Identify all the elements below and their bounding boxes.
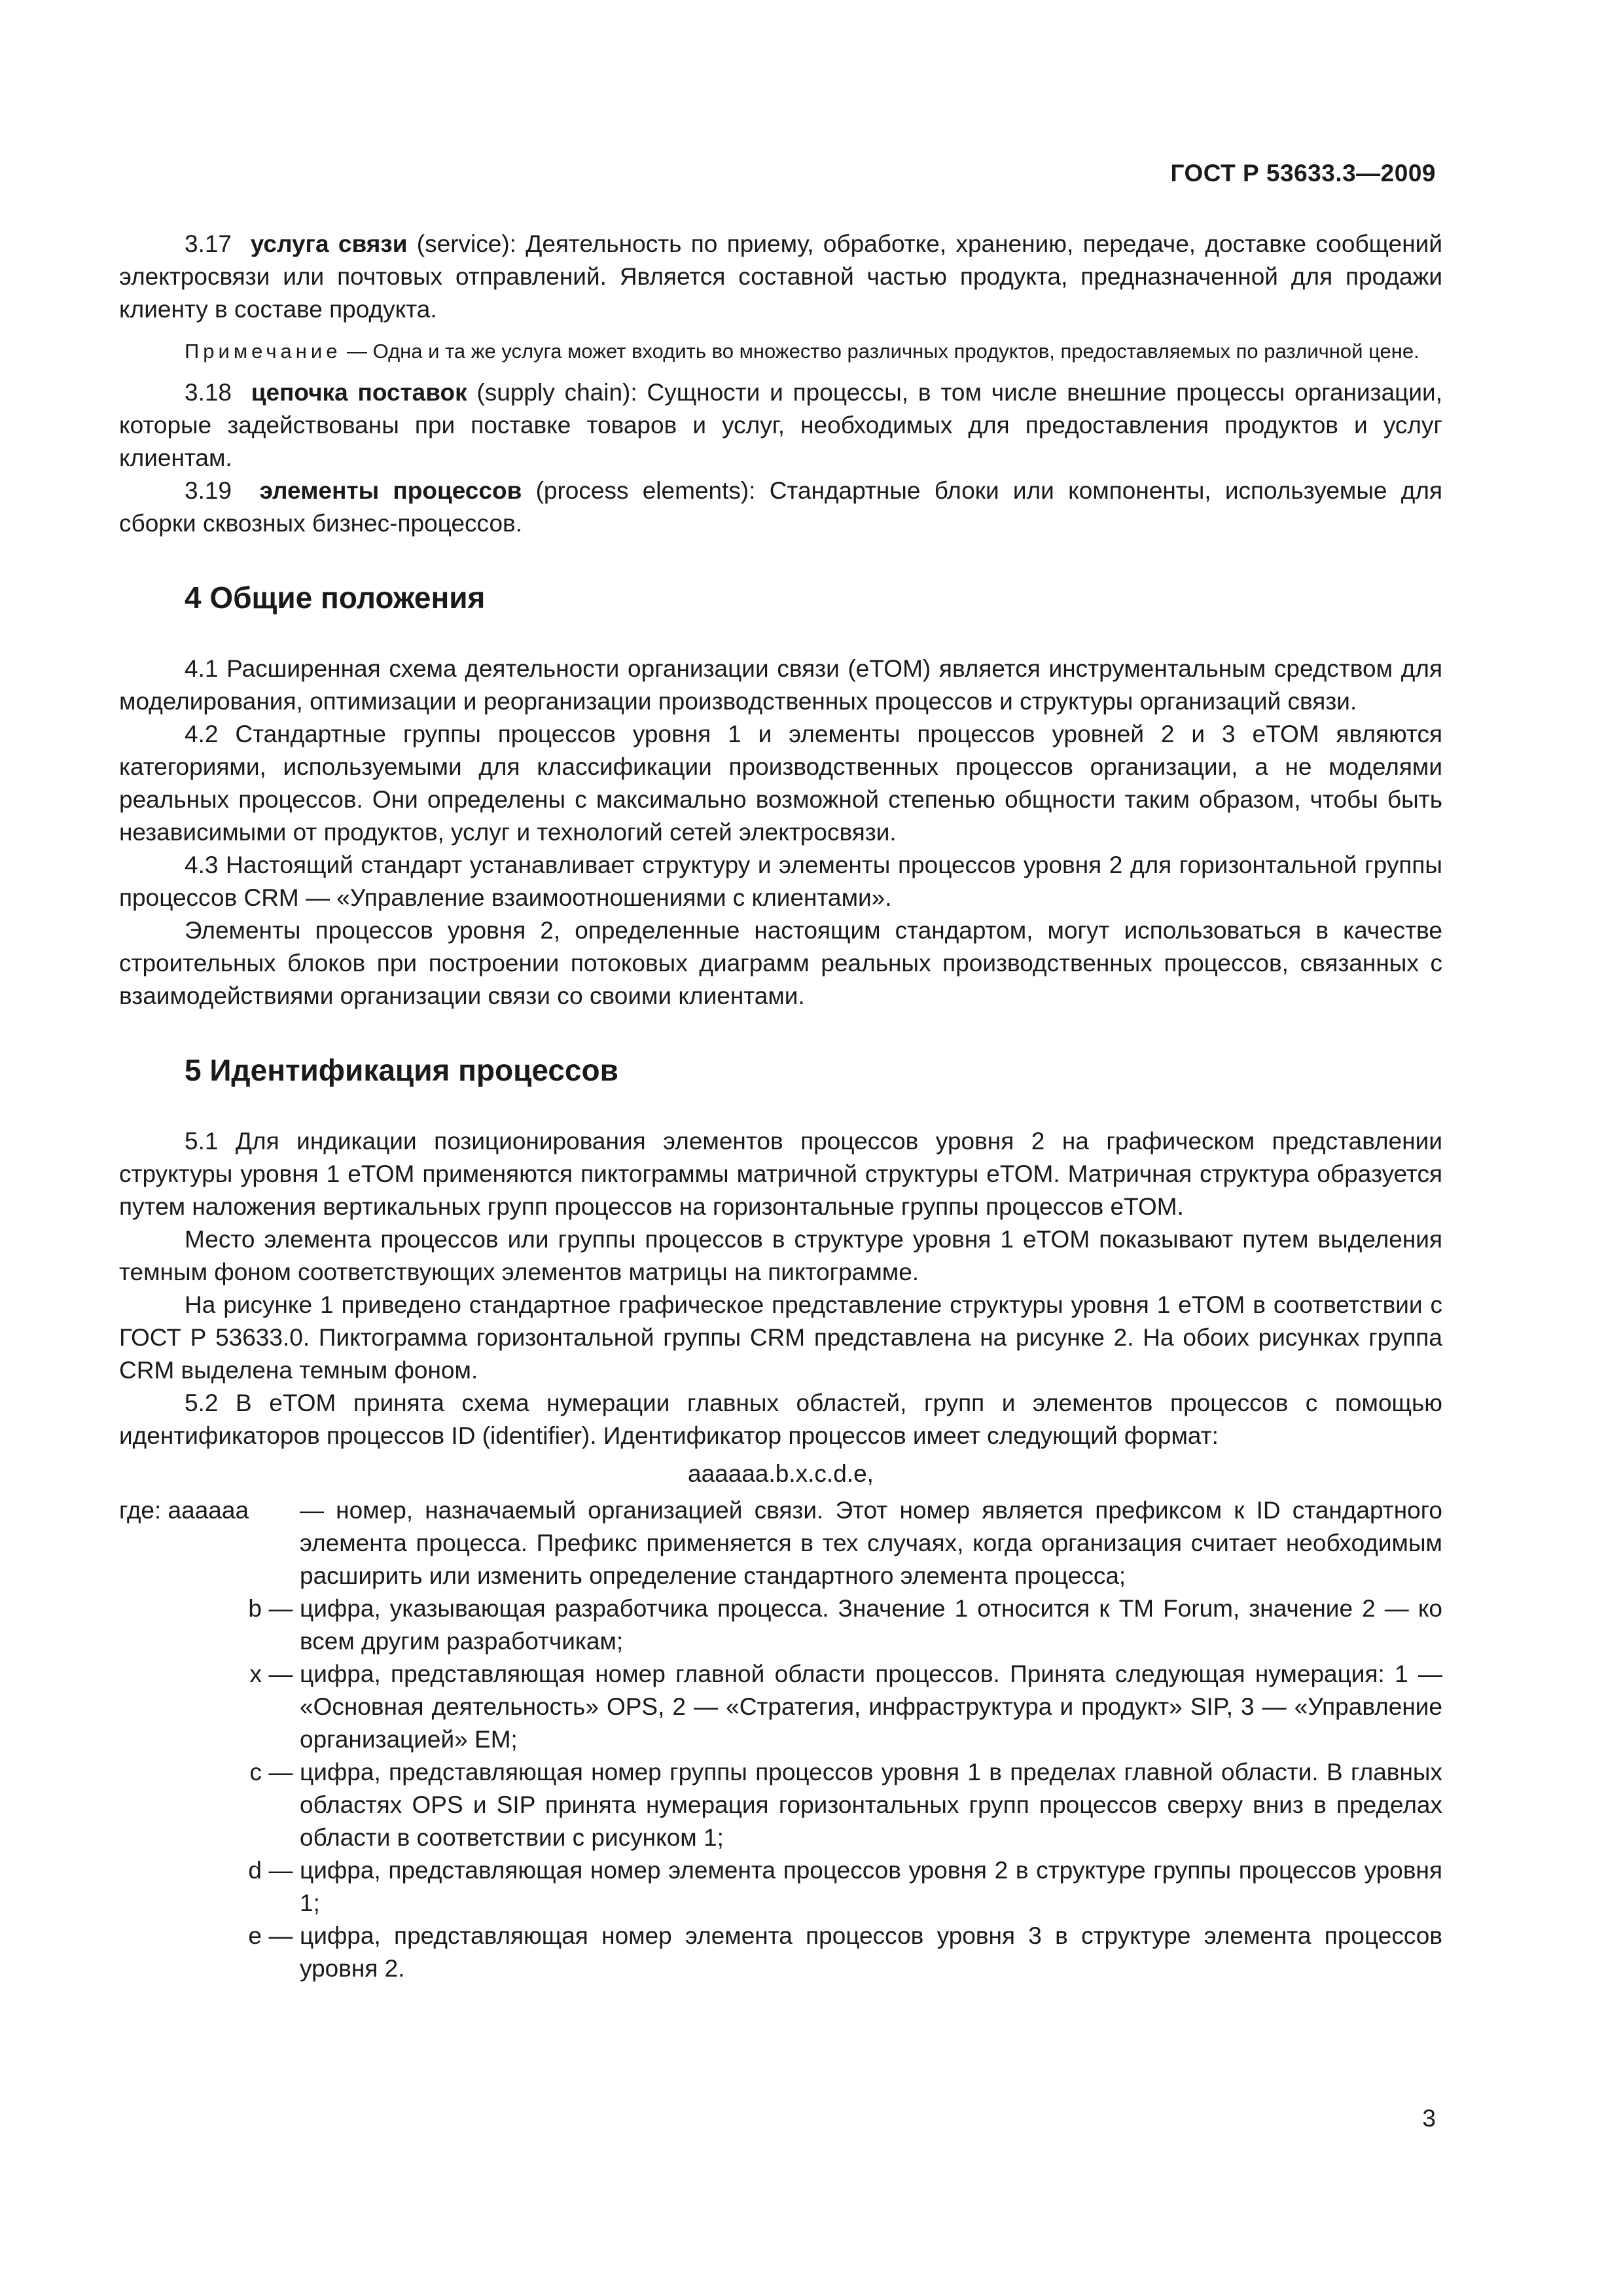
- page-content: [119, 228, 1442, 1985]
- term: элементы процессов: [259, 477, 522, 504]
- definition-text: цифра, представляющая номер группы процессов уровня 1 в пределах главной области. В главных областях OPS и SIP принята нумерация горизонтальных групп процессов сверху вниз в пределах области в соответствии с рисунком 1;: [300, 1759, 1442, 1851]
- definition: (supply chain): Сущности и процессы, в том числе внешние процессы организации, которые задействованы при поставке товаров и услуг, необходимых для предоставления продуктов и услуг клиентам.: [119, 379, 1442, 471]
- definition: (process elements): Стандартные блоки или компоненты, используемые для сборки сквозных бизнес-процессов.: [119, 477, 1442, 537]
- id-format-formula: aaaaaa.b.x.c.d.e,: [688, 1460, 874, 1487]
- definition-row: [119, 1494, 1442, 1592]
- definition-row: [119, 1854, 1442, 1920]
- definition-key: d: [248, 1857, 262, 1884]
- note-label: Примечание: [185, 340, 342, 363]
- definition-text: цифра, указывающая разработчика процесса. Значение 1 относится к TM Forum, значение 2 — ко всем другим разработчикам;: [300, 1595, 1442, 1655]
- standard-designation: ГОСТ Р 53633.3—2009: [1170, 160, 1436, 187]
- definitions-list: [119, 1494, 1442, 1985]
- clause-number: 3.19: [185, 477, 232, 504]
- definition-text: цифра, представляющая номер главной области процессов. Принята следующая нумерация: 1 — «Основная деятельность» OPS, 2 — «Стратегия, инфраструктура и продукт» SIP, 3 — «Управление организацией» EM;: [300, 1660, 1442, 1753]
- definition-dash: —: [268, 1759, 293, 1785]
- section-5-heading: 5 Идентификация процессов: [185, 1053, 618, 1087]
- clause-5-1-figures: На рисунке 1 приведено стандартное графическое представление структуры уровня 1 eTOM в соответствии с ГОСТ Р 53633.0. Пиктограмма горизонтальной группы CRM представлена на рисунке 2. На обоих рисунках группа CRM выделена темным фоном.: [119, 1291, 1442, 1384]
- definition: (service): Деятельность по приему, обработке, хранению, передаче, доставке сообщений электросвязи или почтовых отправлений. Является составной частью продукта, предназначенной для продажи клиенту в составе продукта.: [119, 230, 1443, 323]
- definition-text: — номер, назначаемый организацией связи. Этот номер является префиксом к ID стандартного элемента процесса. Префикс применяется в тех случаях, когда организация считает необходимым расширить или изменить определение стандартного элемента процесса;: [300, 1497, 1442, 1589]
- clause-4-2: 4.2 Стандартные группы процессов уровня 1 и элементы процессов уровней 2 и 3 eTOM являются категориями, используемыми для классификации производственных процессов организации, а не моделями реальных процессов. Они определены с максимально возможной степенью общности таким образом, чтобы быть независимыми от продуктов, услуг и технологий сетей электросвязи.: [119, 721, 1442, 846]
- definition-dash: —: [268, 1922, 293, 1949]
- definition-key: x: [249, 1660, 262, 1687]
- section-4-heading: 4 Общие положения: [185, 581, 486, 615]
- definition-dash: —: [268, 1857, 293, 1884]
- definition-text: цифра, представляющая номер элемента процессов уровня 2 в структуре группы процессов уровня 1;: [300, 1857, 1442, 1916]
- definition-row: [119, 1920, 1442, 1985]
- clause-3-18: [119, 376, 1442, 475]
- definition-dash: —: [268, 1595, 293, 1622]
- clause-number: 3.17: [185, 230, 232, 257]
- definition-text: цифра, представляющая номер элемента процессов уровня 3 в структуре элемента процессов уровня 2.: [300, 1922, 1442, 1982]
- definition-key: e: [248, 1922, 262, 1949]
- definition-row: [119, 1658, 1442, 1756]
- clause-number: 3.18: [185, 379, 232, 406]
- clause-3-17: [119, 228, 1442, 326]
- clause-3-19: [119, 475, 1442, 540]
- definition-key: где: aaaaaa: [119, 1497, 249, 1524]
- note-text: — Одна и та же услуга может входить во множество различных продуктов, предоставляемых по различной цене.: [341, 340, 1419, 363]
- clause-5-1-continued: Место элемента процессов или группы процессов в структуре уровня 1 eTOM показывают путем выделения темным фоном соответствующих элементов матрицы на пиктограмме.: [119, 1226, 1442, 1285]
- definition-key: b: [248, 1595, 262, 1622]
- term: цепочка поставок: [251, 379, 467, 406]
- note: [119, 336, 1442, 366]
- clause-5-2: 5.2 В eTOM принята схема нумерации главных областей, групп и элементов процессов с помощью идентификаторов процессов ID (identifier). Идентификатор процессов имеет следующий формат:: [119, 1390, 1442, 1449]
- clause-4-1: 4.1 Расширенная схема деятельности организации связи (eTOM) является инструментальным средством для моделирования, оптимизации и реорганизации производственных процессов и структуры организаций связи.: [119, 655, 1442, 715]
- clause-4-3-continued: Элементы процессов уровня 2, определенные настоящим стандартом, могут использоваться в качестве строительных блоков при построении потоковых диаграмм реальных производственных процессов, связанных с взаимодействиями организации связи со своими клиентами.: [119, 917, 1442, 1009]
- definition-row: [119, 1756, 1442, 1854]
- page-number: 3: [1422, 2105, 1436, 2132]
- clause-4-3: 4.3 Настоящий стандарт устанавливает структуру и элементы процессов уровня 2 для горизонтальной группы процессов CRM — «Управление взаимоотношениями с клиентами».: [119, 852, 1442, 911]
- definition-key: c: [249, 1759, 262, 1785]
- term: услуга связи: [250, 230, 408, 257]
- definition-row: [119, 1592, 1442, 1658]
- definition-dash: —: [268, 1660, 293, 1687]
- clause-5-1: 5.1 Для индикации позиционирования элементов процессов уровня 2 на графическом представлении структуры уровня 1 eTOM применяются пиктограммы матричной структуры eTOM. Матричная структура образуется путем наложения вертикальных групп процессов на горизонтальные группы процессов eTOM.: [119, 1128, 1442, 1220]
